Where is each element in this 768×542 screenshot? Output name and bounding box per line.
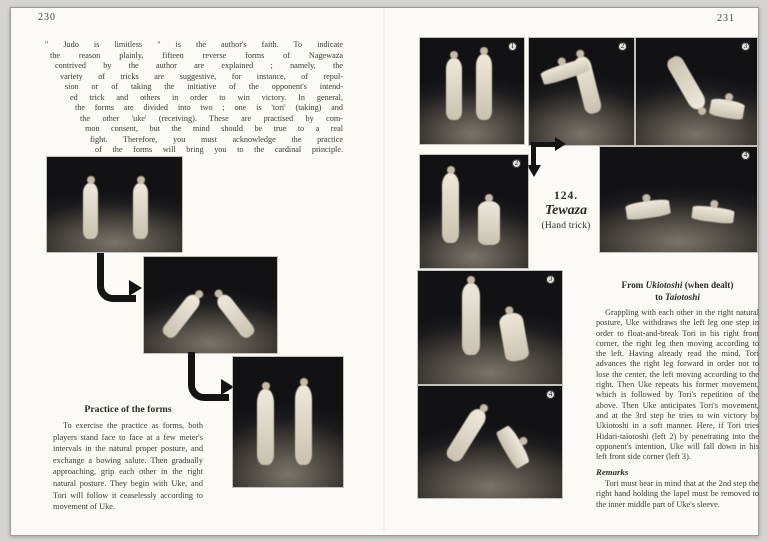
judoka-figure [478,201,500,245]
remarks-heading: Remarks [596,467,629,477]
photo-seq-left-3-takedown [418,271,562,384]
section-number: 124. [553,190,579,202]
photo-number-badge: 4 [741,151,750,160]
section-label [520,190,612,231]
intro-line: sion or of taking the initiative of the opponent's intend- [65,82,343,91]
technique-heading [596,280,759,303]
judoka-figure [214,292,257,341]
intro-line: of the forms will bring you to the cardinal principle. [95,145,343,154]
technique-heading-line2 [596,292,759,304]
judoka-figure [133,183,148,239]
judoka-figure [476,54,492,120]
photo-seq-right-1-grip [420,38,524,144]
technique-heading-line1 [596,280,759,292]
technique-paragraph: Grappling with each other in the right natural posture, Uke withdraws the left leg one step in order to float-and-break Tori in his right front corner, the right leg then moving according to the left. Having already read the mind, Tori advances the right leg forward in order not to lose the center, the left moving according to the right. Then Uke repeats his former movement, which is followed by Tori's repetition of the above. Then Uke anticipates Tori's movement, and at the 3rd step he tries to win victory by Ukiotoshi in a soft manner. Here, if Tori tries Hidari-taiotoshi (left 2) by penetrating into the opponent's intention, Uke will fall down in his left front side corner (left 3). [596,308,759,462]
intro-line: ed trick and others in order to win victory. In general, [70,92,343,102]
intro-line: contrived by the author are explained ; namely, the [55,61,343,70]
judoka-figure [495,424,532,469]
photo-number-badge: 3 [546,275,555,284]
intro-line: the reason plainly, fifteen reverse forms of Nagewaza [50,50,343,60]
branch-arrowhead-right-icon [555,137,566,151]
intro-line: the other 'uke' (receiving). These are practised by com- [80,113,343,123]
page-gutter-divider [383,8,385,533]
photo-number-badge: 3 [741,42,750,51]
judoka-figure [625,198,671,221]
photo-number-badge: 2 [512,159,521,168]
section-title: Tewaza [544,203,588,218]
judoka-figure [665,54,709,113]
section-subtitle: (Hand trick) [541,221,591,231]
remarks-paragraph: Tori must bear in mind that at the 2nd step the right hand holding the lapel must be removed to the inner middle part of Uke's sleeve. [596,479,759,509]
photo-bowing-salute [144,257,277,353]
intro-paragraph [45,40,343,156]
photo-number-badge: 4 [546,390,555,399]
judoka-figure [295,385,312,465]
heading-term-ukiotoshi: Ukiotoshi [645,280,683,290]
judoka-figure [83,183,98,239]
photo-standing-facing [47,157,182,252]
heading-term-taiotoshi: Taiotoshi [665,291,700,302]
judoka-figure [160,292,203,341]
judoka-figure [446,58,462,120]
judoka-figure [444,406,489,464]
photo-seq-right-3-fall [636,38,757,145]
judoka-figure [257,389,274,465]
page-number-right: 231 [717,13,735,24]
branch-arrowhead-down-icon [527,165,541,177]
photo-seq-left-4-finish [418,386,562,498]
judoka-figure [498,311,530,362]
intro-line: fight. Therefore, you must acknowledge the practice [90,134,343,144]
judoka-figure [709,97,746,121]
photo-seq-right-4-ground [600,147,757,252]
judoka-figure [462,283,480,355]
photo-seq-left-2-break [420,155,528,268]
photo-number-badge: 1 [508,42,517,51]
practice-paragraph: To exercise the practice as forms, both players stand face to face at a few meter's intervals in the natural proper posture, and exchange a bowing salute. Then gradually approaching, grip each other in the right natural posture. They begin with Uke, and Tori will follow it ceaselessly according to movement of Uke. [53,421,203,512]
heading-to: to [655,291,663,302]
intro-line: the forms are divided into two ; one is 'tori' (taking) and [75,103,343,112]
heading-from: From [621,280,644,290]
flow-arrowhead-icon [129,280,142,296]
practice-heading: Practice of the forms [84,404,172,415]
intro-line: " Judo is limitless " is the author's faith. To indicate [45,40,343,49]
photo-number-badge: 2 [618,42,627,51]
page-number-left: 230 [38,12,56,23]
heading-when-dealt: (when dealt) [684,280,734,290]
judoka-figure [442,173,459,243]
intro-line: mon consent, but the mind should be true to a real [85,124,343,133]
photo-gripping-posture [233,357,343,487]
intro-line: variety of tricks are suggestive, for instance, of repul- [60,71,343,81]
photo-seq-right-2-throw [529,38,634,145]
judoka-figure [691,204,735,224]
